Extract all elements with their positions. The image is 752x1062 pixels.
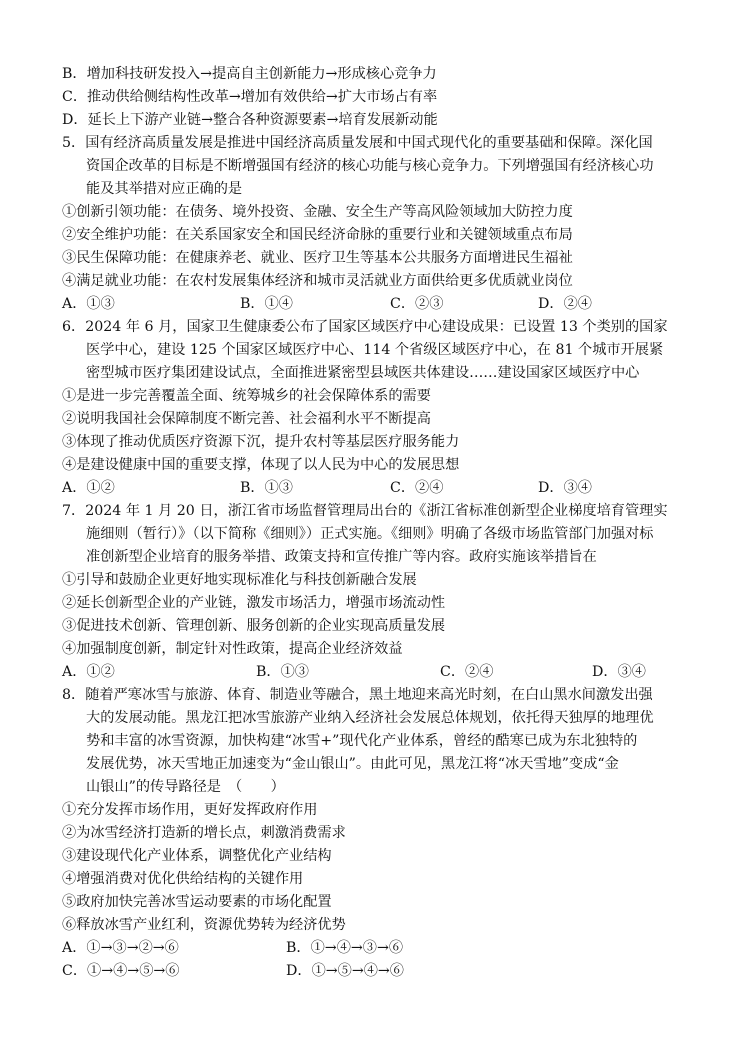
q6-item: ①是进一步完善覆盖全面、统筹城乡的社会保障体系的需要 bbox=[62, 388, 431, 404]
q7-item: ①引导和鼓励企业更好地实现标准化与科技创新融合发展 bbox=[62, 572, 417, 588]
q6-item: ②说明我国社会保障制度不断完善、社会福利水平不断提高 bbox=[62, 411, 431, 427]
q5-option-c: C．②③ bbox=[390, 296, 444, 312]
q8-option-a: A．①→③→②→⑥ bbox=[62, 940, 179, 956]
q8-stem-line: 发展优势，冰天雪地正加速变为“金山银山”。由此可见，黑龙江将“冰天雪地”变成“金 bbox=[86, 756, 619, 772]
q7-item: ②延长创新型企业的产业链，激发市场活力，增强市场流动性 bbox=[62, 595, 446, 611]
q8-stem-line: 势和丰富的冰雪资源，加快构建“冰雪+”现代化产业体系，曾经的酷寒已成为东北独特的 bbox=[86, 733, 638, 749]
q6-option-d: D．③④ bbox=[538, 480, 592, 496]
q6-option-b: B．①③ bbox=[240, 480, 293, 496]
q7-option-b: B．①③ bbox=[256, 664, 309, 680]
q4-option-b: B．增加科技研发投入→提高自主创新能力→形成核心竞争力 bbox=[62, 66, 437, 82]
q8-item: ⑥释放冰雪产业红利，资源优势转为经济优势 bbox=[62, 917, 346, 933]
q5-stem-line: 能及其举措对应正确的是 bbox=[86, 181, 243, 197]
q6-item: ④是建设健康中国的重要支撑，体现了以人民为中心的发展思想 bbox=[62, 457, 460, 473]
q5-option-b: B．①④ bbox=[240, 296, 293, 312]
q8-option-c: C．①→④→⑤→⑥ bbox=[62, 963, 180, 979]
q4-option-d: D．延长上下游产业链→整合各种资源要素→培育发展新动能 bbox=[62, 112, 438, 128]
q7-option-a: A．①② bbox=[62, 664, 115, 680]
q6-option-a: A．①② bbox=[62, 480, 115, 496]
q5-stem-line: 资国企改革的目标是不断增强国有经济的核心功能与核心竞争力。下列增强国有经济核心功 bbox=[86, 158, 654, 174]
q7-stem-line: 7．2024 年 1 月 20 日，浙江省市场监督管理局出台的《浙江省标准创新型企业梯度培育管理实 bbox=[62, 503, 668, 519]
q6-item: ③体现了推动优质医疗资源下沉，提升农村等基层医疗服务能力 bbox=[62, 434, 460, 450]
q7-stem-line: 准创新型企业培育的服务举措、政策支持和宣传推广等内容。政府实施该举措旨在 bbox=[86, 549, 597, 565]
q7-item: ④加强制度创新，制定针对性政策，提高企业经济效益 bbox=[62, 641, 403, 657]
q6-stem-line: 医学中心，建设 125 个国家区域医疗中心、114 个省级区域医疗中心，在 81 个城市开展紧 bbox=[86, 342, 664, 358]
q5-option-a: A．①③ bbox=[62, 296, 115, 312]
q7-stem-line: 施细则（暂行）》（以下简称《细则》）正式实施。《细则》明确了各级市场监管部门加强对标 bbox=[86, 526, 654, 542]
q4-option-c: C．推动供给侧结构性改革→增加有效供给→扩大市场占有率 bbox=[62, 89, 438, 105]
q5-item: ①创新引领功能：在债务、境外投资、金融、安全生产等高风险领域加大防控力度 bbox=[62, 204, 573, 220]
q7-option-c: C．②④ bbox=[440, 664, 494, 680]
q8-item: ⑤政府加快完善冰雪运动要素的市场化配置 bbox=[62, 894, 332, 910]
q8-stem-line: 大的发展动能。黑龙江把冰雪旅游产业纳入经济社会发展总体规划，依托得天独厚的地理优 bbox=[86, 710, 654, 726]
q8-item: ①充分发挥市场作用，更好发挥政府作用 bbox=[62, 802, 318, 818]
q6-stem-line: 密型城市医疗集团建设试点，全面推进紧密型县域医共体建设……建设国家区域医疗中心 bbox=[86, 365, 640, 381]
q5-item: ②安全维护功能：在关系国家安全和国民经济命脉的重要行业和关键领域重点布局 bbox=[62, 227, 573, 243]
q8-item: ②为冰雪经济打造新的增长点，刺激消费需求 bbox=[62, 825, 346, 841]
q8-option-d: D．①→⑤→④→⑥ bbox=[286, 963, 404, 979]
q8-item: ④增强消费对优化供给结构的关键作用 bbox=[62, 871, 304, 887]
q7-option-d: D．③④ bbox=[592, 664, 646, 680]
q5-option-d: D．②④ bbox=[538, 296, 592, 312]
q6-stem-line: 6．2024 年 6 月，国家卫生健康委公布了国家区域医疗中心建设成果：已设置 13 个类别的国家 bbox=[62, 319, 668, 335]
q5-item: ③民生保障功能：在健康养老、就业、医疗卫生等基本公共服务方面增进民生福祉 bbox=[62, 250, 573, 266]
q8-stem-line: 山银山”的传导路径是 （ ） bbox=[86, 779, 285, 795]
q5-item: ④满足就业功能：在农村发展集体经济和城市灵活就业方面供给更多优质就业岗位 bbox=[62, 273, 573, 289]
q5-stem-line: 5．国有经济高质量发展是推进中国经济高质量发展和中国式现代化的重要基础和保障。深化国 bbox=[62, 135, 653, 151]
q8-stem-line: 8．随着严寒冰雪与旅游、体育、制造业等融合，黑土地迎来高光时刻，在白山黑水间激发出强 bbox=[62, 687, 653, 703]
q8-item: ③建设现代化产业体系，调整优化产业结构 bbox=[62, 848, 332, 864]
q6-option-c: C．②④ bbox=[390, 480, 444, 496]
q7-item: ③促进技术创新、管理创新、服务创新的企业实现高质量发展 bbox=[62, 618, 446, 634]
q8-option-b: B．①→④→③→⑥ bbox=[286, 940, 404, 956]
